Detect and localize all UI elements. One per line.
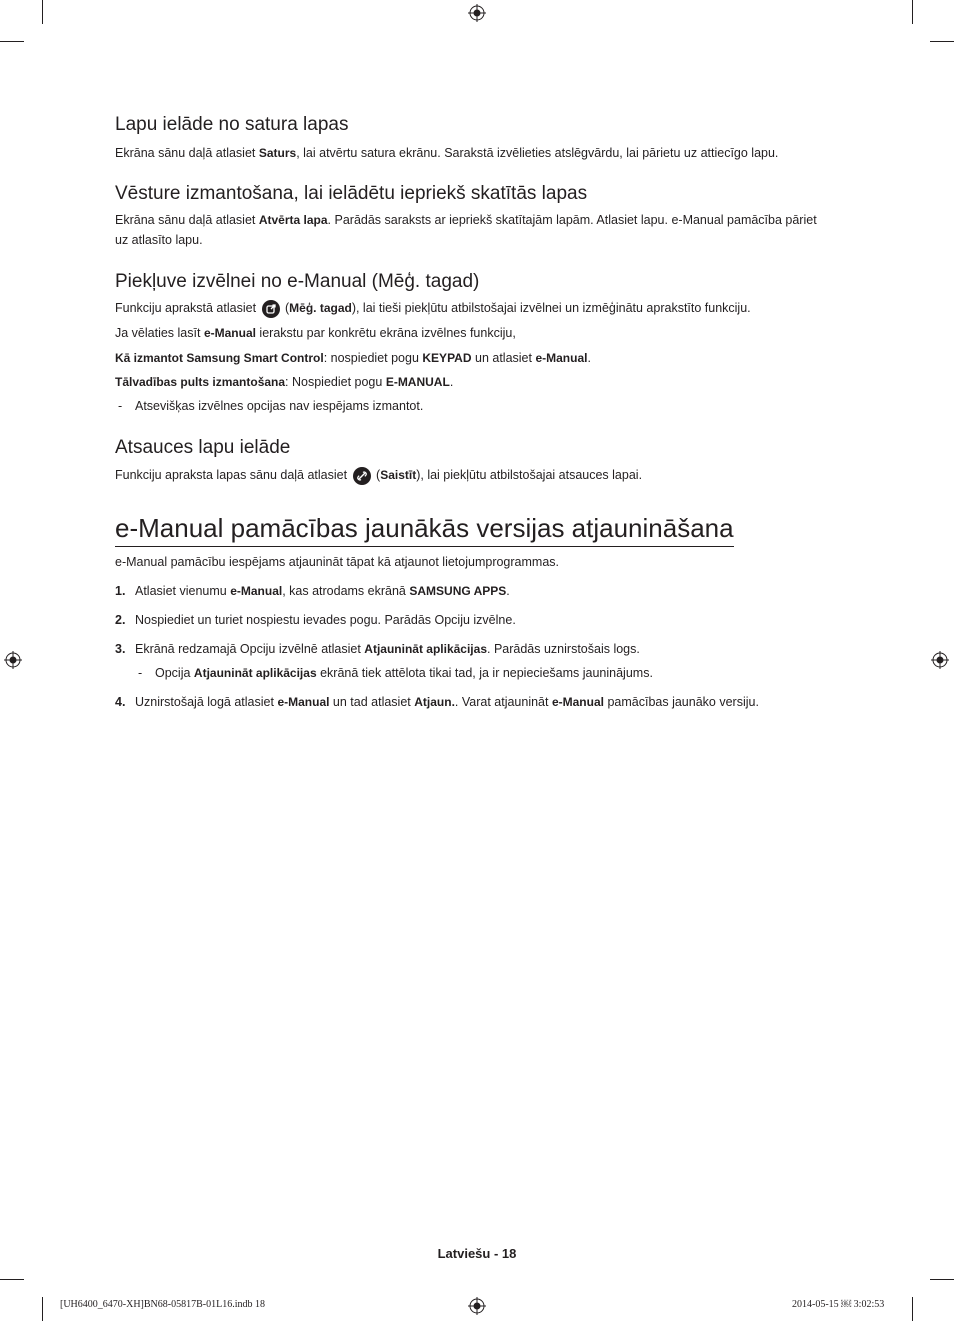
crop-mark (930, 41, 954, 42)
page-number: Latviešu - 18 (437, 1246, 517, 1261)
paragraph (115, 143, 778, 163)
menu-term: Mēģ. tagad (289, 301, 352, 315)
list-item (115, 610, 516, 630)
text: . Parādās uznirstošais logs. (487, 642, 640, 656)
text: Funkciju aprakstā atlasiet (115, 301, 260, 315)
print-slug-left: [UH6400_6470-XH]BN68-05817B-01L16.indb 18 (60, 1299, 265, 1310)
section-heading: Atsauces lapu ielāde (115, 437, 291, 458)
paragraph: e-Manual pamācību iespējams atjaunināt tāpat kā atjaunot lietojumprogrammas. (115, 555, 559, 569)
text: . (449, 375, 454, 389)
section-heading: Piekļuve izvēlnei no e-Manual (Mēģ. tagad) (115, 271, 480, 292)
try-now-icon (262, 300, 280, 318)
text: Nospiediet un turiet nospiestu ievades pogu. Parādās Opciju izvēlne. (135, 613, 516, 627)
text: Ekrānā redzamajā Opciju izvēlnē atlasiet (135, 642, 365, 656)
text: . (587, 351, 591, 365)
note: - Opcija Atjaunināt aplikācijas ekrānā tiek attēlota tikai tad, ja ir nepieciešams jauninājums. (138, 666, 653, 680)
text: un atlasiet (471, 351, 536, 365)
paragraph: Funkciju apraksta lapas sānu daļā atlasiet (Saistīt), lai piekļūtu atbilstošajai atsauces lapai. (115, 465, 642, 485)
text: un tad atlasiet (329, 695, 415, 709)
menu-term: e-Manual (230, 584, 283, 598)
text: Funkciju apraksta lapas sānu daļā atlasiet (115, 468, 351, 482)
button-term: E-MANUAL (385, 375, 450, 389)
text: Ekrāna sānu daļā atlasiet (115, 213, 259, 227)
registration-mark-icon (468, 4, 486, 22)
section-heading: Vēsture izmantošana, lai ielādētu iepriekš skatītās lapas (115, 183, 588, 204)
paragraph: Funkciju aprakstā atlasiet (Mēģ. tagad), lai tieši piekļūtu atbilstošajai izvēlnei un izmēģinātu aprakstīto funkciju. (115, 298, 751, 318)
button-term: KEYPAD (422, 351, 472, 365)
text: Opcija (155, 666, 194, 680)
text: ekrānā tiek attēlota tikai tad, ja ir nepieciešams jauninājums. (316, 666, 653, 680)
text: : nospiediet pogu (323, 351, 423, 365)
crop-mark (42, 1297, 43, 1321)
text: ierakstu par konkrētu ekrāna izvēlnes funkciju, (255, 326, 516, 340)
text: ), lai tieši piekļūtu atbilstošajai izvēlnei un izmēģinātu aprakstīto funkciju. (351, 301, 751, 315)
crop-mark (912, 1297, 913, 1321)
text: Ekrāna sānu daļā atlasiet (115, 146, 259, 160)
registration-mark-icon (931, 651, 949, 669)
crop-mark (930, 1279, 954, 1280)
paragraph (115, 348, 591, 368)
paragraph (115, 372, 453, 392)
menu-term: Atjaun. (414, 695, 455, 709)
menu-term: Saistīt (380, 468, 417, 482)
text: Atsevišķas izvēlnes opcijas nav iespējams izmantot. (135, 399, 424, 413)
crop-mark (0, 1279, 24, 1280)
registration-mark-icon (468, 1297, 486, 1315)
crop-mark (912, 0, 913, 24)
text: pamācības jaunāko versiju. (603, 695, 759, 709)
text: , lai atvērtu satura ekrānu. Sarakstā izvēlieties atslēgvārdu, lai pārietu uz attiecīgo lapu. (296, 146, 779, 160)
menu-term: Atjaunināt aplikācijas (193, 666, 317, 680)
text: , kas atrodams ekrānā (282, 584, 410, 598)
text: . Varat atjaunināt (454, 695, 552, 709)
text: . (506, 584, 510, 598)
link-icon (353, 467, 371, 485)
print-slug-right: 2014-05-15 ￼ 3:02:53 (792, 1299, 885, 1310)
menu-term: SAMSUNG APPS (409, 584, 507, 598)
menu-term: e-Manual (203, 326, 256, 340)
text: Uznirstošajā logā atlasiet (135, 695, 278, 709)
text: Ja vēlaties lasīt (115, 326, 204, 340)
menu-term: Kā izmantot Samsung Smart Control (115, 351, 324, 365)
text: ), lai piekļūtu atbilstošajai atsauces lapai. (416, 468, 643, 482)
menu-term: Tālvadības pults izmantošana (115, 375, 286, 389)
text: . Parādās saraksts ar iepriekš skatītajām lapām. Atlasiet lapu. e-Manual pamācība pāriet uz atlasīto lapu. (115, 213, 817, 247)
section-heading: Lapu ielāde no satura lapas (115, 114, 349, 135)
menu-term: e-Manual (277, 695, 330, 709)
list-item (115, 692, 759, 712)
menu-term: Atvērta lapa (258, 213, 328, 227)
list-item (115, 581, 510, 601)
step-number: 2. (115, 613, 126, 627)
paragraph (115, 210, 830, 250)
menu-term: Atjaunināt aplikācijas (364, 642, 487, 656)
text: Atlasiet vienumu (135, 584, 231, 598)
paragraph (115, 323, 516, 343)
registration-mark-icon (4, 651, 22, 669)
step-number: 1. (115, 584, 126, 598)
list-item (115, 639, 640, 659)
text: : Nospiediet pogu (285, 375, 386, 389)
page-title: e-Manual pamācības jaunākās versijas atjaunināšana (115, 512, 734, 547)
menu-term: e-Manual (535, 351, 588, 365)
menu-term: e-Manual (551, 695, 604, 709)
menu-term: Saturs (258, 146, 297, 160)
step-number: 4. (115, 695, 126, 709)
crop-mark (0, 41, 24, 42)
step-number: 3. (115, 642, 126, 656)
crop-mark (42, 0, 43, 24)
note: - Atsevišķas izvēlnes opcijas nav iespējams izmantot. (118, 399, 424, 413)
